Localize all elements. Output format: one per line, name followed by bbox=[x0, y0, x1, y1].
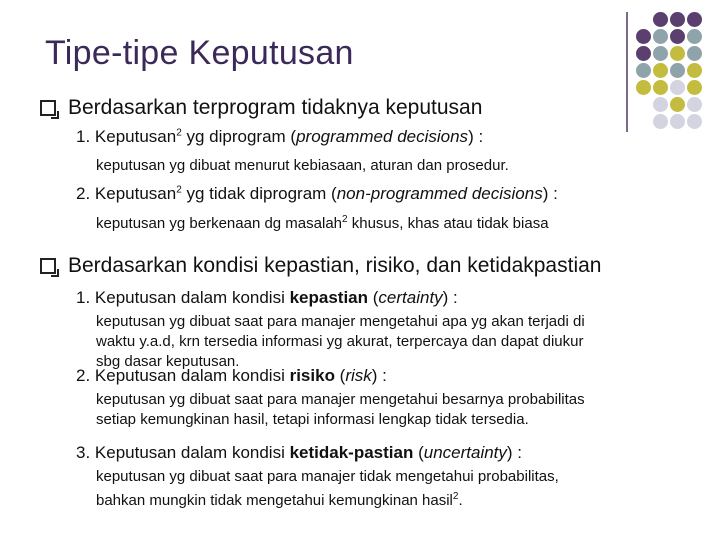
section2-bullet bbox=[40, 254, 601, 278]
checkbox-bullet-icon bbox=[40, 100, 56, 116]
section1-item2-desc: keputusan yg berkenaan dg masalah$^2$ khusus, khas atau tidak biasa bbox=[96, 214, 549, 232]
section2-item2: 2. Keputusan dalam kondisi risiko (risk) : bbox=[76, 366, 387, 385]
decorative-dot bbox=[687, 46, 702, 61]
slide-title: Tipe-tipe Keputusan bbox=[45, 34, 354, 72]
decorative-dot bbox=[687, 80, 702, 95]
decorative-dot bbox=[636, 80, 651, 95]
decorative-dot bbox=[670, 114, 685, 129]
decorative-dot bbox=[687, 29, 702, 44]
decorative-dot bbox=[670, 29, 685, 44]
decorative-dot bbox=[653, 12, 668, 27]
decorative-dot bbox=[653, 80, 668, 95]
decorative-dot bbox=[636, 29, 651, 44]
decorative-dot bbox=[687, 97, 702, 112]
section2-item3-desc: keputusan yg dibuat saat para manajer tidak mengetahui probabilitas, bahkan mungkin tidak mengetahui kemungkinan hasil$^2$. bbox=[96, 468, 559, 509]
decorative-dot bbox=[670, 80, 685, 95]
decorative-dot bbox=[670, 63, 685, 78]
decorative-dot bbox=[687, 114, 702, 129]
section1-heading: Berdasarkan terprogram tidaknya keputusan bbox=[68, 96, 483, 119]
decorative-dot bbox=[653, 114, 668, 129]
decorative-dot bbox=[653, 97, 668, 112]
section1-bullet bbox=[40, 96, 482, 120]
decorative-dot bbox=[636, 63, 651, 78]
decorative-dot bbox=[687, 63, 702, 78]
decorative-dot bbox=[653, 46, 668, 61]
section2-heading: Berdasarkan kondisi kepastian, risiko, dan ketidakpastian bbox=[68, 254, 602, 277]
section1-item1-desc: keputusan yg dibuat menurut kebiasaan, aturan dan prosedur. bbox=[96, 157, 509, 174]
decorative-dot bbox=[670, 12, 685, 27]
section1-item2: 2. Keputusan$^2$ yg tidak diprogram (non-programmed decisions) : bbox=[76, 184, 558, 203]
section2-item1-desc: keputusan yg dibuat saat para manajer mengetahui apa yg akan terjadi di waktu y.a.d, krn tersedia informasi yg akurat, terpercaya dan dapat diukur sbg dasar keputusan. bbox=[96, 313, 585, 370]
decorative-dot bbox=[636, 46, 651, 61]
section1-item1: 1. Keputusan$^2$ yg diprogram (programmed decisions) : bbox=[76, 127, 484, 146]
decorative-dot bbox=[687, 12, 702, 27]
decorative-dot bbox=[670, 97, 685, 112]
section2-item1: 1. Keputusan dalam kondisi kepastian (certainty) : bbox=[76, 288, 458, 307]
decorative-dot bbox=[670, 46, 685, 61]
section2-item2-desc: keputusan yg dibuat saat para manajer mengetahui besarnya probabilitas setiap kemungkinan hasil, tetapi informasi lengkap tidak tersedia. bbox=[96, 391, 585, 428]
checkbox-bullet-icon bbox=[40, 258, 56, 274]
section2-item3: 3. Keputusan dalam kondisi ketidak-pastian (uncertainty) : bbox=[76, 443, 523, 462]
decorative-dot bbox=[653, 29, 668, 44]
decorative-dot bbox=[653, 63, 668, 78]
decorative-vertical-line bbox=[626, 12, 628, 132]
